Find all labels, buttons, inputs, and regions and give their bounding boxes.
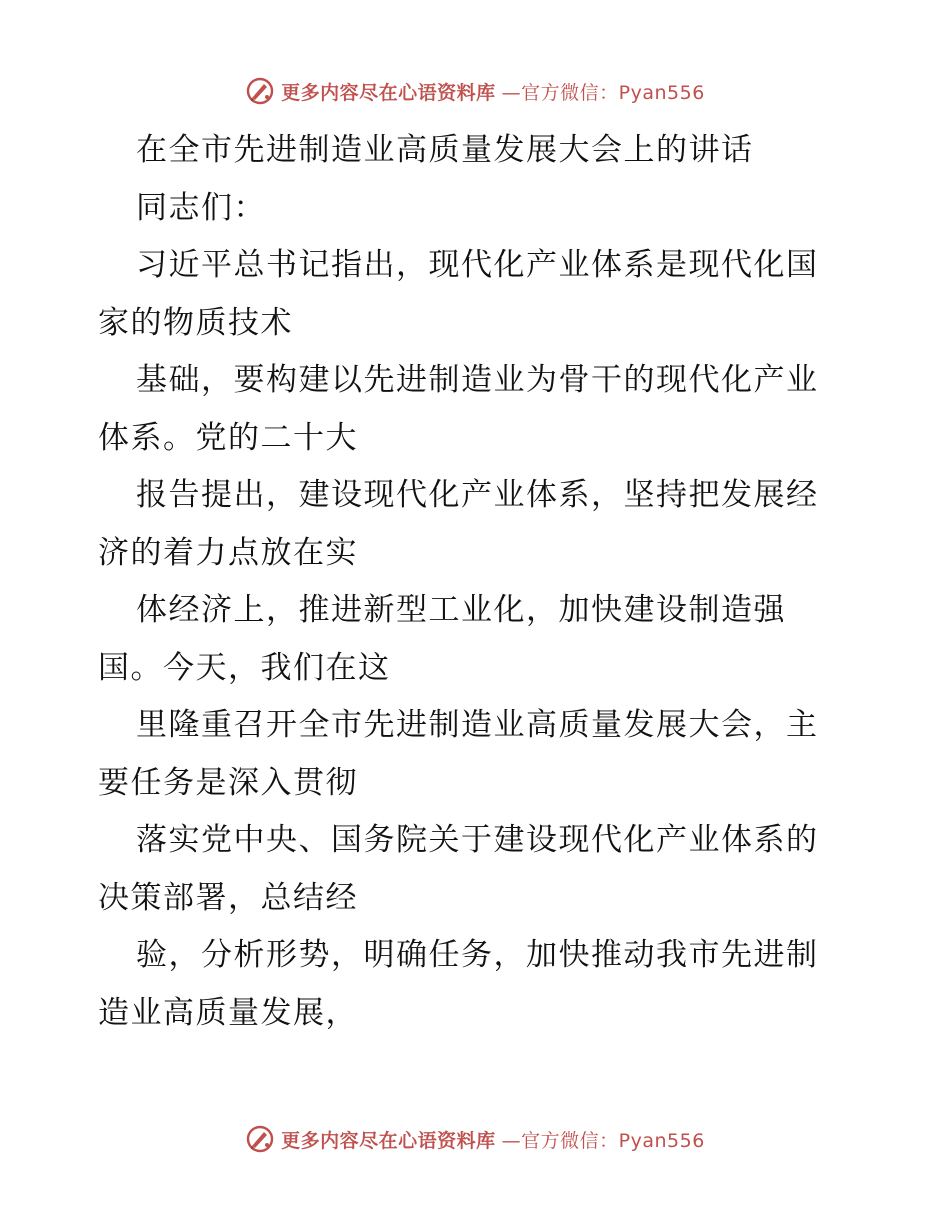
text-line: 国。今天，我们在这	[98, 649, 391, 686]
text-line: 基础，要构建以先进制造业为骨干的现代化产业	[136, 362, 819, 398]
watermark-side-text: —官方微信：Pyan556	[501, 81, 705, 104]
text-line: 决策部署，总结经	[98, 879, 358, 916]
watermark-side-text: —官方微信：Pyan556	[501, 1129, 705, 1152]
header-watermark	[0, 76, 950, 106]
text-line: 要任务是深入贯彻	[98, 764, 358, 801]
text-line: 体经济上，推进新型工业化，加快建设制造强	[136, 592, 786, 628]
text-line: 里隆重召开全市先进制造业高质量发展大会，主	[136, 707, 819, 743]
text-line: 落实党中央、国务院关于建设现代化产业体系的	[136, 822, 819, 858]
text-line: 习近平总书记指出，现代化产业体系是现代化国	[136, 247, 819, 283]
text-line: 验，分析形势，明确任务，加快推动我市先进制	[136, 937, 819, 973]
watermark-main-text: 更多内容尽在心语资料库	[281, 81, 496, 104]
document-body	[98, 122, 858, 1042]
pen-logo-icon	[245, 1124, 275, 1154]
pen-logo-icon	[245, 76, 275, 106]
footer-watermark	[0, 1124, 950, 1154]
text-line: 体系。党的二十大	[98, 419, 358, 456]
text-line: 济的着力点放在实	[98, 534, 358, 571]
text-line: 报告提出，建设现代化产业体系，坚持把发展经	[136, 477, 819, 513]
text-line: 家的物质技术	[98, 304, 293, 341]
text-line: 造业高质量发展，	[98, 994, 358, 1031]
salutation: 同志们：	[136, 189, 266, 226]
document-title: 在全市先进制造业高质量发展大会上的讲话	[136, 132, 754, 168]
watermark-main-text: 更多内容尽在心语资料库	[281, 1129, 496, 1152]
